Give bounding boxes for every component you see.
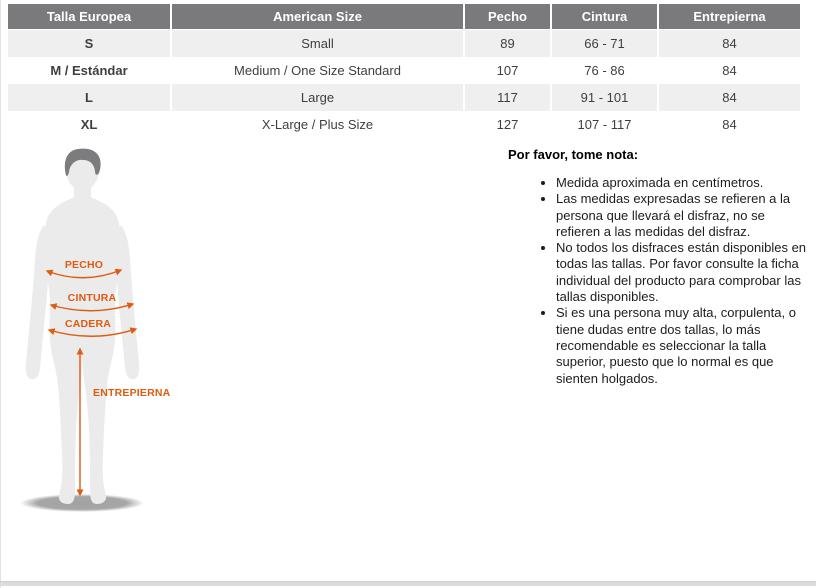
column-header-cintura: Cintura xyxy=(552,4,659,30)
cell-us-size: Large xyxy=(172,84,465,111)
cell-us-size: Small xyxy=(172,30,465,57)
cell-chest: 107 xyxy=(465,57,552,84)
table-row-m xyxy=(8,57,800,84)
cell-eu-size: XL xyxy=(8,111,172,138)
column-header-talla-europea: Talla Europea xyxy=(8,4,172,30)
cell-inseam: 84 xyxy=(659,84,800,111)
note-item: • Las medidas expresadas se refieren a la persona que llevará el disfraz, no se refieren a las medidas del disfraz. xyxy=(556,191,810,240)
notes-heading: Por favor, tome nota: xyxy=(508,147,639,162)
right-arm xyxy=(116,225,139,379)
body-silhouette xyxy=(44,197,121,504)
cell-eu-size: S xyxy=(8,30,172,57)
cell-inseam: 84 xyxy=(659,30,800,57)
cell-eu-size: L xyxy=(8,84,172,111)
cell-chest: 89 xyxy=(465,30,552,57)
chest-label: PECHO xyxy=(64,259,104,271)
hip-label: CADERA xyxy=(64,318,112,330)
left-arm xyxy=(26,225,49,379)
notes-list xyxy=(508,175,810,387)
column-header-pecho: Pecho xyxy=(465,4,552,30)
cell-us-size: Medium / One Size Standard xyxy=(172,57,465,84)
cell-chest: 127 xyxy=(465,111,552,138)
table-row-s xyxy=(8,30,800,57)
table-row-l xyxy=(8,84,800,111)
bottom-divider xyxy=(0,581,816,586)
column-header-american-size: American Size xyxy=(172,4,465,30)
cell-waist: 107 - 117 xyxy=(552,111,659,138)
cell-eu-size: M / Estándar xyxy=(8,57,172,84)
cell-inseam: 84 xyxy=(659,57,800,84)
table-row-xl xyxy=(8,111,800,138)
cell-waist: 76 - 86 xyxy=(552,57,659,84)
note-item: • Si es una persona muy alta, corpulenta, o tiene dudas entre dos tallas, lo más recomendable es seleccionar la talla superior, puesto que lo normal es que sienten holgados. xyxy=(556,305,810,386)
cell-waist: 66 - 71 xyxy=(552,30,659,57)
column-header-entrepierna: Entrepierna xyxy=(659,4,800,30)
cell-us-size: X-Large / Plus Size xyxy=(172,111,465,138)
cell-waist: 91 - 101 xyxy=(552,84,659,111)
floor-shadow xyxy=(20,494,144,512)
notes-section xyxy=(508,147,810,387)
size-chart-table xyxy=(8,4,800,138)
cell-chest: 117 xyxy=(465,84,552,111)
cell-inseam: 84 xyxy=(659,111,800,138)
note-item: • Medida aproximada en centímetros. xyxy=(556,175,810,191)
size-chart-header xyxy=(8,4,800,30)
inseam-label: ENTREPIERNA xyxy=(93,387,171,399)
waist-label: CINTURA xyxy=(67,292,117,304)
body-measurement-diagram xyxy=(0,145,175,520)
note-item: • No todos los disfraces están disponibles en todas las tallas. Por favor consulte la ficha individual del producto para comprobar las tallas disponibles. xyxy=(556,240,810,305)
